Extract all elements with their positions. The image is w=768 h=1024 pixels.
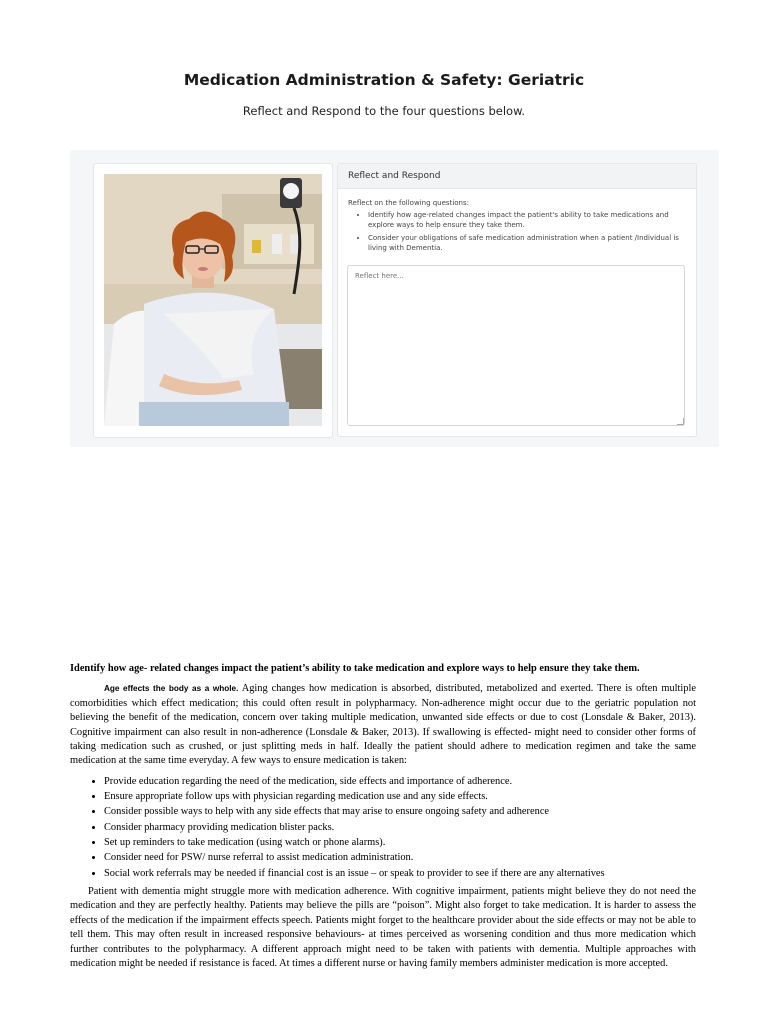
reflect-questions — [348, 210, 686, 253]
list-item: • Set up reminders to take medication (using watch or phone alarms). — [104, 835, 696, 850]
reflect-question: • Consider your obligations of safe medication administration when a patient /Individual is living with Dementia. — [368, 233, 686, 253]
page-title: Medication Administration & Safety: Geriatric — [183, 71, 585, 89]
document-paragraph — [70, 682, 696, 768]
document-body — [70, 662, 696, 976]
list-item: • Provide education regarding the need of the medication, side effects and importance of adherence. — [104, 774, 696, 789]
document-heading: Identify how age- related changes impact the patient’s ability to take medication and explore ways to help ensure they take them. — [70, 663, 640, 674]
patient-photo — [104, 174, 322, 426]
reflect-header: Reflect and Respond — [338, 164, 696, 189]
page-subtitle: Reflect and Respond to the four questions below. — [242, 104, 526, 118]
list-item: • Consider possible ways to help with any side effects that may arise to ensure ongoing safety and adherence — [104, 804, 696, 819]
list-item: • Ensure appropriate follow ups with physician regarding medication use and any side effects. — [104, 789, 696, 804]
reflect-card — [337, 163, 697, 437]
reflect-question: • Identify how age-related changes impact the patient's ability to take medications and explore ways to help ensure they take them. — [368, 210, 686, 230]
document-paragraph: Patient with dementia might struggle more with medication adherence. With cognitive impairment, patients might believe they do not need the medication and they are perfectly healthy. Patients may believe the pills are “poison”. Might also forget to take medication. It is harder to assess the effects of the medication if the impairment effects speech. Patients might forget to the healthcare provider about the side effects or may not be able to tell them. This may often result in increased responsive behaviours- at times perceived as worsening condition and thus more medication which further contributes to the polypharmacy. A different approach might need to be taken with patients with dementia. Multiple approaches with medication might be needed if resistance is faced. At times a different nurse or having family members administer medication is more accepted. — [70, 885, 696, 969]
reflect-intro: Reflect on the following questions: — [348, 199, 469, 207]
resize-handle-icon[interactable] — [677, 418, 684, 425]
photo-card — [93, 163, 333, 438]
document-bullet-list — [70, 774, 696, 881]
list-item: • Consider need for PSW/ nurse referral to assist medication administration. — [104, 850, 696, 865]
reflect-textarea[interactable] — [347, 265, 685, 426]
paragraph-lead: Age effects the body as a whole. — [104, 684, 239, 694]
paragraph-text: Aging changes how medication is absorbed, distributed, metabolized and exerted. There is often multiple comorbidities which effect medication; this could often result in polypharmacy. Non-adherence might occur due to the geriatric population not believing the benefit of the medication, concern over taking multiple medication, unwanted side effects or due to cost (Lonsdale & Baker, 2013). Cognitive impairment can also result in non-adherence (Lonsdale & Baker, 2013). If swallowing is effected- might need to consider other forms of taking medication such as crushed, or just splitting meds in half. Ideally the patient should adhere to medication regimen and take the same medication at the same time everyday. A few ways to ensure medication is taken: — [70, 683, 696, 767]
list-item: • Social work referrals may be needed if financial cost is an issue – or speak to provider to see if there are any alternatives — [104, 866, 696, 881]
reflect-body — [338, 189, 696, 253]
reflect-panel — [70, 150, 719, 447]
list-item: • Consider pharmacy providing medication blister packs. — [104, 820, 696, 835]
